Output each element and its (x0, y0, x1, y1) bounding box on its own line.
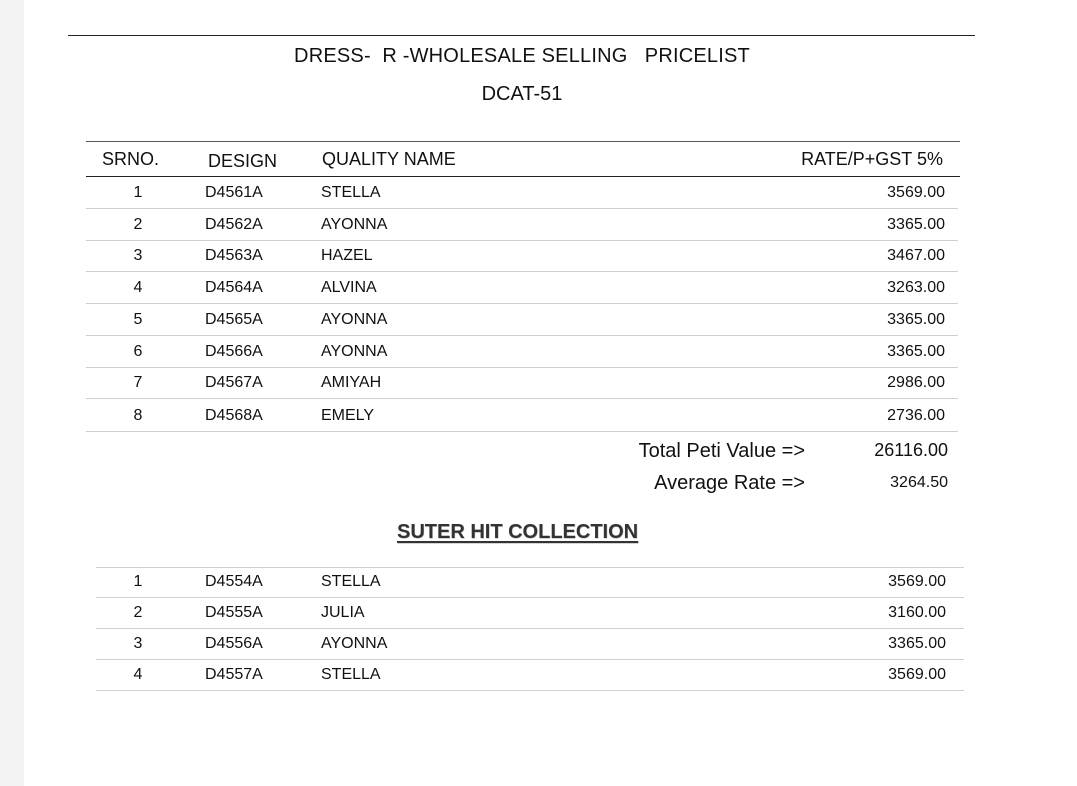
cell-srno: 1 (133, 184, 143, 201)
table-row (86, 400, 958, 432)
cell-design: D4563A (205, 247, 263, 264)
column-header-quality-name: QUALITY NAME (322, 149, 456, 169)
cell-srno: 6 (133, 343, 143, 360)
cell-design: D4561A (205, 184, 263, 201)
table-row (86, 336, 958, 368)
cell-quality: ALVINA (321, 279, 377, 296)
table-row (96, 629, 964, 660)
cell-design: D4564A (205, 279, 263, 296)
document-title: DRESS- R -WHOLESALE SELLING PRICELIST (294, 45, 750, 67)
cell-design: D4566A (205, 343, 263, 360)
cell-design: D4556A (205, 635, 263, 652)
table-row (96, 567, 964, 598)
table-row (96, 598, 964, 629)
cell-rate: 3569.00 (888, 666, 946, 683)
cell-rate: 2736.00 (887, 407, 945, 424)
table-row (96, 660, 964, 691)
cell-design: D4554A (205, 573, 263, 590)
cell-rate: 3263.00 (887, 279, 945, 296)
cell-srno: 4 (133, 279, 143, 296)
table-row (86, 272, 958, 304)
cell-srno: 1 (133, 573, 143, 590)
table-row (86, 209, 958, 241)
cell-srno: 8 (133, 407, 143, 424)
cell-design: D4557A (205, 666, 263, 683)
cell-quality: AYONNA (321, 216, 388, 233)
total-peti-value: 26116.00 (874, 440, 948, 460)
cell-srno: 5 (133, 311, 143, 328)
cell-srno: 3 (133, 247, 143, 264)
cell-rate: 3365.00 (887, 311, 945, 328)
cell-quality: JULIA (321, 604, 365, 621)
cell-srno: 3 (133, 635, 143, 652)
cell-srno: 4 (133, 666, 143, 683)
cell-design: D4562A (205, 216, 263, 233)
cell-rate: 2986.00 (887, 374, 945, 391)
cell-rate: 3569.00 (888, 573, 946, 590)
cell-rate: 3569.00 (887, 184, 945, 201)
column-header-rate: RATE/P+GST 5% (801, 149, 943, 169)
cell-quality: AYONNA (321, 311, 388, 328)
cell-srno: 2 (133, 216, 143, 233)
cell-rate: 3467.00 (887, 247, 945, 264)
cell-rate: 3365.00 (887, 343, 945, 360)
table-row (86, 304, 958, 336)
column-header-design: DESIGN (208, 151, 278, 171)
cell-quality: EMELY (321, 407, 375, 424)
table-row (86, 367, 958, 399)
document-subtitle: DCAT-51 (481, 83, 563, 105)
section-heading: SUTER HIT COLLECTION (397, 521, 639, 543)
cell-design: D4568A (205, 407, 263, 424)
cell-quality: AYONNA (321, 343, 388, 360)
table-row (86, 177, 958, 209)
table-row (86, 240, 958, 272)
cell-rate: 3365.00 (887, 216, 945, 233)
total-peti-value-label: Total Peti Value => (638, 440, 805, 462)
cell-design: D4565A (205, 311, 263, 328)
column-header-srno: SRNO. (102, 149, 160, 169)
cell-rate: 3160.00 (888, 604, 946, 621)
cell-design: D4555A (205, 604, 263, 621)
cell-quality: STELLA (321, 184, 381, 201)
cell-quality: STELLA (321, 666, 381, 683)
cell-srno: 7 (133, 374, 143, 391)
cell-rate: 3365.00 (888, 635, 946, 652)
cell-quality: AYONNA (321, 635, 388, 652)
cell-quality: STELLA (321, 573, 381, 590)
cell-quality: AMIYAH (321, 374, 382, 391)
average-rate-value: 3264.50 (890, 474, 948, 491)
cell-design: D4567A (205, 374, 263, 391)
cell-quality: HAZEL (321, 247, 373, 264)
cell-srno: 2 (133, 604, 143, 621)
average-rate-label: Average Rate => (654, 472, 805, 494)
